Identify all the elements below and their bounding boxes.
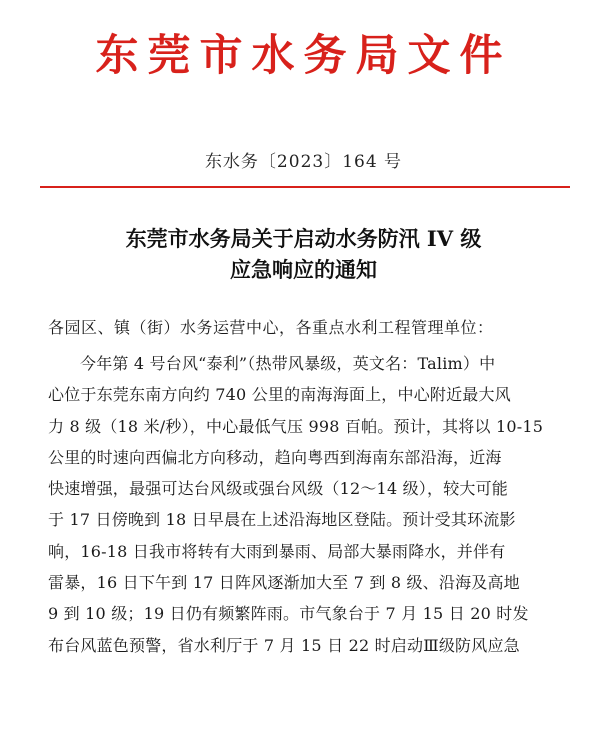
body-line: 于 17 日傍晚到 18 日早晨在上述沿海地区登陆。预计受其环流影	[48, 510, 516, 530]
document-title	[0, 223, 607, 285]
body-line: 今年第 4 号台风“泰利”（热带风暴级，英文名：Talim）中	[80, 354, 496, 373]
body-line: 9 到 10 级；19 日仍有频繁阵雨。市气象台于 7 月 15 日 20 时发	[48, 604, 529, 624]
body-line: 雷暴，16 日下午到 17 日阵风逐渐加大至 7 到 8 级、沿海及高地	[48, 573, 520, 593]
body-line: 布台风蓝色预警，省水利厅于 7 月 15 日 22 时启动Ⅲ级防风应急	[48, 635, 520, 655]
body-line: 力 8 级（18 米/秒），中心最低气压 998 百帕。预计，其将以 10-15	[48, 416, 544, 436]
body-line: 快速增强，最强可达台风级或强台风级（12～14 级），较大可能	[48, 479, 509, 499]
body-line: 响，16-18 日我市将转有大雨到暴雨、局部大暴雨降水，并伴有	[48, 541, 506, 561]
body-text	[48, 348, 578, 661]
document-number: 东水务〔2023〕164 号	[204, 152, 403, 172]
salutation-recipients: 各园区、镇（街）水务运营中心，各重点水利工程管理单位：	[48, 318, 494, 337]
body-line: 公里的时速向西偏北方向移动，趋向粤西到海南东部沿海，近海	[48, 447, 502, 467]
body-line: 心位于东莞东南方向约 740 公里的南海海面上，中心附近最大风	[48, 385, 511, 405]
title-line-1: 东莞市水务局关于启动水务防汛 IV 级	[125, 226, 482, 251]
issuing-authority-header: 东莞市水务局文件	[95, 31, 512, 81]
title-line-2: 应急响应的通知	[230, 257, 377, 282]
red-divider-line	[40, 186, 570, 188]
